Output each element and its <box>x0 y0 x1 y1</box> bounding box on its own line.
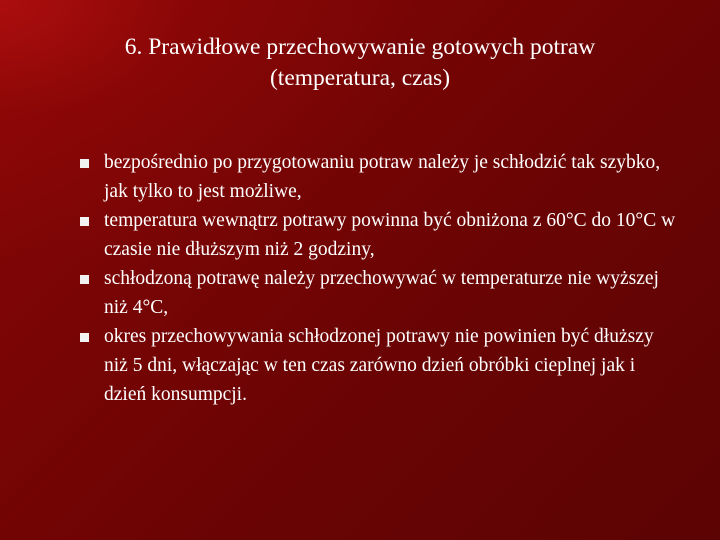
title-line-2: (temperatura, czas) <box>269 65 451 91</box>
bullet-item-1 <box>80 148 680 206</box>
square-bullet-icon <box>80 217 89 226</box>
bullet-item-4 <box>80 322 680 409</box>
title-line-1: 6. Prawidłowe przechowywanie gotowych potraw <box>124 34 596 60</box>
bullet-text-2: temperatura wewnątrz potrawy powinna być obniżona z 60°C do 10°C w czasie nie dłuższym niż 2 godziny, <box>104 210 676 260</box>
square-bullet-icon <box>80 159 89 168</box>
bullet-list <box>80 148 680 409</box>
slide-title <box>40 32 680 94</box>
bullet-text-3: schłodzoną potrawę należy przechowywać w temperaturze nie wyższej niż 4°C, <box>104 268 659 318</box>
bullet-text-4: okres przechowywania schłodzonej potrawy nie powinien być dłuższy niż 5 dni, włączając w ten czas zarówno dzień obróbki cieplnej jak i dzień konsumpcji. <box>104 326 654 405</box>
bullet-text-1: bezpośrednio po przygotowaniu potraw należy je schłodzić tak szybko, jak tylko to jest możliwe, <box>104 152 661 202</box>
square-bullet-icon <box>80 333 89 342</box>
bullet-item-3 <box>80 264 680 322</box>
bullet-item-2 <box>80 206 680 264</box>
square-bullet-icon <box>80 275 89 284</box>
